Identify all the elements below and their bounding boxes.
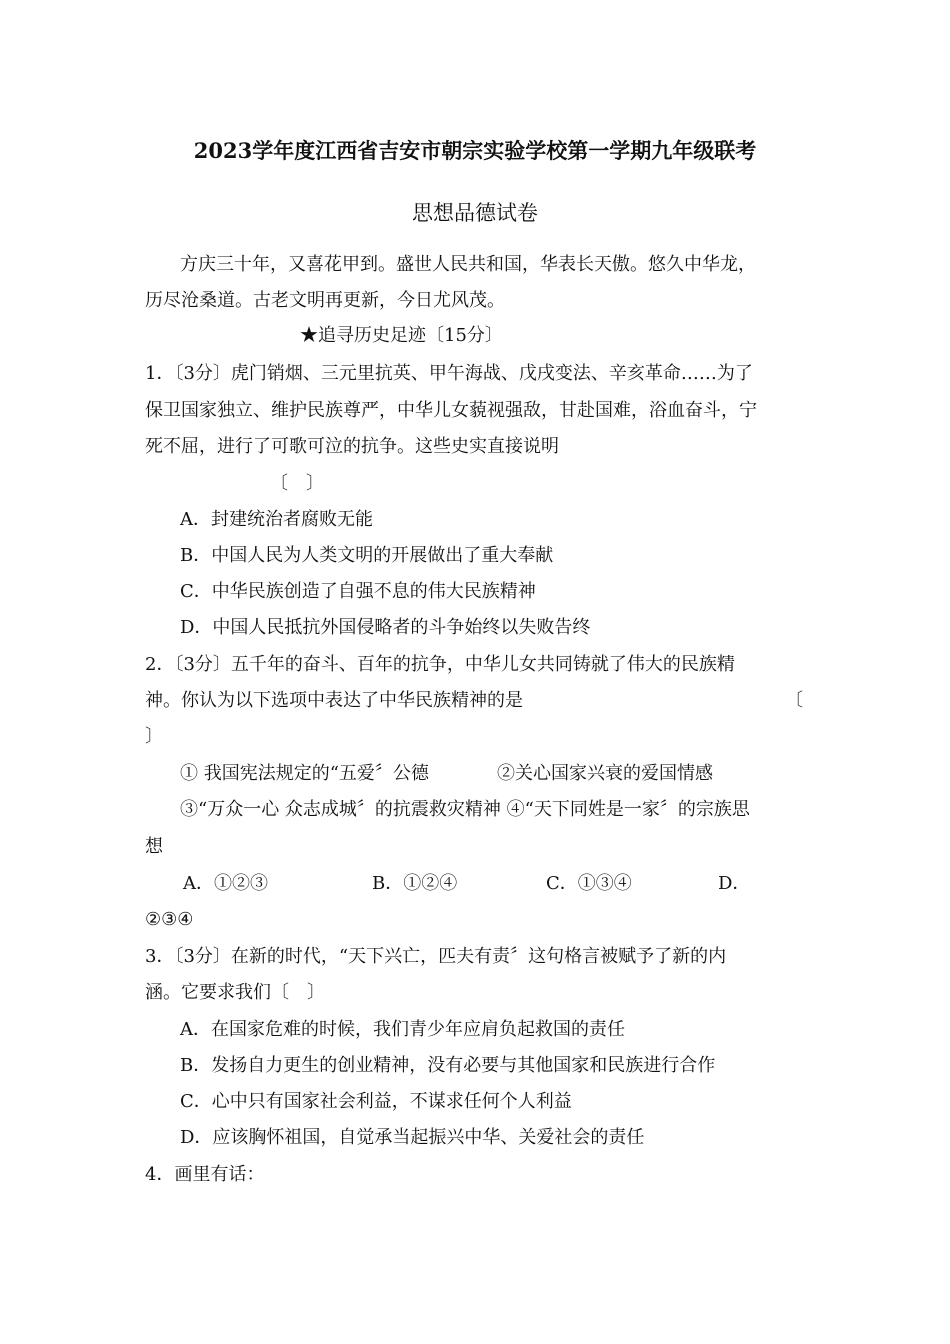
q3-option-d: D．应该胸怀祖国，自觉承当起振兴中华、关爱社会的责任 [180,1127,645,1148]
q2-option-a: A．①②③ [183,873,268,894]
q1-answer-bracket: 〔 〕 [270,473,324,494]
q3-option-b: B．发扬自力更生的创业精神，没有必要与其他国家和民族进行合作 [180,1055,716,1076]
q1-option-c: C．中华民族创造了自强不息的伟大民族精神 [180,581,536,602]
q2-option-b: B．①②④ [372,873,458,894]
q4-line-1: 4．画里有话： [145,1164,265,1185]
q2-line-1: 2．〔3分〕五千年的奋斗、百年的抗争，中华儿女共同铸就了伟大的民族精 [145,654,735,675]
q1-option-b: B．中国人民为人类文明的开展做出了重大奉献 [180,545,554,566]
q3-line-1: 3．〔3分〕在新的时代，“天下兴亡，匹夫有责〞这句格言被赋予了新的内 [145,946,727,967]
exam-title: 2023学年度江西省吉安市朝宗实验学校第一学期九年级联考 [193,138,757,163]
q2-item-4-cont: 想 [145,836,163,857]
intro-line-1: 方庆三十年，又喜花甲到。盛世人民共和国，华表长天傲。悠久中华龙， [180,254,756,275]
q2-bracket-open: 〔 [785,690,803,711]
q1-line-3: 死不屈，进行了可歌可泣的抗争。这些史实直接说明 [145,436,559,457]
q1-line-1: 1．〔3分〕虎门销烟、三元里抗英、甲午海战、戊戌变法、辛亥革命……为了 [145,363,753,384]
q1-option-a: A．封建统治者腐败无能 [180,509,373,530]
q2-item-3-4: ③“万众一心 众志成城〞的抗震救灾精神 ④“天下同姓是一家〞的宗族思 [180,799,750,820]
q2-option-d: D． [718,873,751,894]
q2-bracket-close: 〕 [145,726,163,747]
q1-option-d: D．中国人民抵抗外国侵略者的斗争始终以失败告终 [180,617,591,638]
exam-subtitle: 思想品德试卷 [412,201,538,225]
q2-option-d-cont: ②③④ [145,909,194,930]
q3-option-a: A．在国家危难的时候，我们青少年应肩负起救国的责任 [180,1019,625,1040]
intro-line-2: 历尽沧桑道。古老文明再更新，今日尤风茂。 [145,290,505,311]
q3-line-2: 涵。它要求我们〔 〕 [145,982,325,1003]
q2-item-1: ① 我国宪法规定的“五爱〞公德 [180,763,429,784]
q3-option-c: C．心中只有国家社会利益，不谋求任何个人利益 [180,1091,572,1112]
q2-line-2: 神。你认为以下选项中表达了中华民族精神的是 [145,690,523,711]
q1-line-2: 保卫国家独立、维护民族尊严，中华儿女藐视强敌，甘赴国难，浴血奋斗，宁 [145,400,757,421]
q2-item-2: ②关心国家兴衰的爱国情感 [497,763,713,784]
section-heading: ★追寻历史足迹〔15分〕 [300,325,503,346]
q2-option-c: C．①③④ [546,873,632,894]
